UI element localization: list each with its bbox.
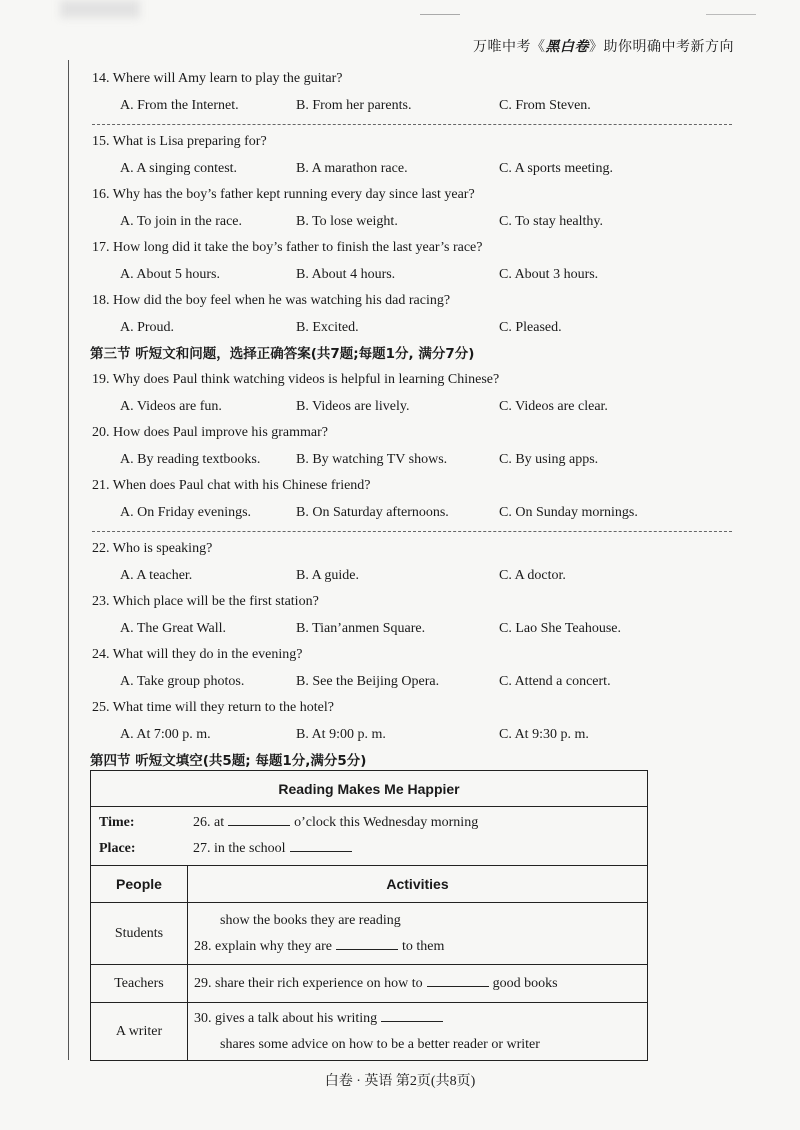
answer-blank-27[interactable] bbox=[290, 837, 352, 852]
scan-mark bbox=[420, 14, 460, 15]
question-text: 19. Why does Paul think watching videos is helpful in learning Chinese? bbox=[92, 372, 500, 387]
margin-line bbox=[68, 60, 69, 1060]
option-b[interactable]: B. Excited. bbox=[296, 320, 359, 335]
question-group-4 bbox=[92, 536, 742, 748]
activities-students bbox=[188, 903, 648, 965]
option-b[interactable]: B. A marathon race. bbox=[296, 161, 408, 176]
dashed-divider bbox=[92, 124, 732, 125]
option-b[interactable]: B. Videos are lively. bbox=[296, 399, 410, 414]
scan-mark bbox=[706, 14, 756, 15]
option-a[interactable]: A. At 7:00 p. m. bbox=[120, 727, 211, 742]
answer-options bbox=[92, 393, 742, 420]
activities-teachers bbox=[188, 965, 648, 1003]
option-c[interactable]: C. Lao She Teahouse. bbox=[499, 621, 622, 636]
option-a[interactable]: A. A singing contest. bbox=[120, 161, 238, 176]
fill-in-table bbox=[90, 770, 648, 1061]
option-a[interactable]: A. To join in the race. bbox=[120, 214, 243, 229]
activity-line-post: to them bbox=[402, 938, 445, 954]
people-teachers: Teachers bbox=[91, 965, 188, 1003]
header-brand: 黑白卷 bbox=[545, 40, 589, 55]
question-text: 20. How does Paul improve his grammar? bbox=[92, 425, 329, 440]
question-text: 25. What time will they return to the hotel? bbox=[92, 700, 334, 715]
option-c[interactable]: C. About 3 hours. bbox=[499, 267, 599, 282]
page-header: 万唯中考《黑白卷》助你明确中考新方向 bbox=[473, 40, 734, 55]
activity-line: 29. share their rich experience on how to bbox=[194, 975, 423, 991]
answer-blank-28[interactable] bbox=[336, 935, 398, 950]
time-text: 26. at bbox=[193, 815, 225, 830]
table-title: Reading Makes Me Happier bbox=[91, 771, 648, 807]
question-group-2 bbox=[92, 129, 742, 341]
option-c[interactable]: C. Attend a concert. bbox=[499, 674, 611, 689]
question-text: 18. How did the boy feel when he was watching his dad racing? bbox=[92, 293, 451, 308]
question-text: 22. Who is speaking? bbox=[92, 541, 213, 556]
option-a[interactable]: A. Videos are fun. bbox=[120, 399, 222, 414]
option-b[interactable]: B. A guide. bbox=[296, 568, 360, 583]
section-3-heading: 第三节 听短文和问题，选择正确答案(共7题;每题1分, 满分7分) bbox=[90, 346, 475, 362]
option-b[interactable]: B. See the Beijing Opera. bbox=[296, 674, 440, 689]
answer-options bbox=[92, 499, 742, 526]
answer-options bbox=[92, 208, 742, 235]
activity-line: 30. gives a talk about his writing bbox=[194, 1010, 378, 1026]
column-header-people: People bbox=[91, 866, 188, 903]
option-c[interactable]: C. A sports meeting. bbox=[499, 161, 613, 176]
activities-writer bbox=[188, 1003, 648, 1061]
option-c[interactable]: C. Pleased. bbox=[499, 320, 562, 335]
place-text: 27. in the school bbox=[193, 841, 286, 856]
time-place-cell bbox=[91, 807, 648, 866]
column-header-activities: Activities bbox=[188, 866, 648, 903]
question-text: 21. When does Paul chat with his Chinese friend? bbox=[92, 478, 371, 493]
answer-options bbox=[92, 314, 742, 341]
question-text: 23. Which place will be the first station? bbox=[92, 594, 319, 609]
answer-options bbox=[92, 615, 742, 642]
answer-options bbox=[92, 446, 742, 473]
question-text: 16. Why has the boy’s father kept running every day since last year? bbox=[92, 187, 475, 202]
option-c[interactable]: C. Videos are clear. bbox=[499, 399, 608, 414]
option-a[interactable]: A. Proud. bbox=[120, 320, 175, 335]
option-a[interactable]: A. From the Internet. bbox=[120, 98, 239, 113]
option-b[interactable]: B. Tian’anmen Square. bbox=[296, 621, 426, 636]
option-a[interactable]: A. By reading textbooks. bbox=[120, 452, 261, 467]
option-a[interactable]: A. The Great Wall. bbox=[120, 621, 227, 636]
option-b[interactable]: B. At 9:00 p. m. bbox=[296, 727, 386, 742]
option-c[interactable]: C. By using apps. bbox=[499, 452, 599, 467]
question-text: 15. What is Lisa preparing for? bbox=[92, 134, 267, 149]
option-c[interactable]: C. From Steven. bbox=[499, 98, 591, 113]
answer-blank-26[interactable] bbox=[228, 811, 290, 826]
activity-line: 28. explain why they are bbox=[194, 938, 333, 954]
answer-blank-29[interactable] bbox=[427, 972, 489, 987]
option-b[interactable]: B. On Saturday afternoons. bbox=[296, 505, 449, 520]
option-c[interactable]: C. To stay healthy. bbox=[499, 214, 604, 229]
questions-area bbox=[92, 66, 742, 774]
option-b[interactable]: B. About 4 hours. bbox=[296, 267, 396, 282]
option-a[interactable]: A. On Friday evenings. bbox=[120, 505, 252, 520]
question-text: 17. How long did it take the boy’s father to finish the last year’s race? bbox=[92, 240, 483, 255]
section-4-heading: 第四节 听短文填空(共5题; 每题1分,满分5分) bbox=[90, 753, 367, 769]
time-text-post: o’clock this Wednesday morning bbox=[294, 815, 479, 830]
question-group-1 bbox=[92, 66, 742, 119]
scan-smudge bbox=[60, 0, 140, 18]
answer-options bbox=[92, 668, 742, 695]
answer-options bbox=[92, 261, 742, 288]
option-a[interactable]: A. Take group photos. bbox=[120, 674, 245, 689]
place-label: Place: bbox=[99, 841, 136, 856]
question-group-3 bbox=[92, 367, 742, 526]
time-label: Time: bbox=[99, 815, 135, 830]
people-writer: A writer bbox=[91, 1003, 188, 1061]
dashed-divider bbox=[92, 531, 732, 532]
people-students: Students bbox=[91, 903, 188, 965]
option-b[interactable]: B. From her parents. bbox=[296, 98, 412, 113]
question-text: 24. What will they do in the evening? bbox=[92, 647, 303, 662]
activity-line: shares some advice on how to be a better reader or writer bbox=[220, 1036, 540, 1052]
option-c[interactable]: C. At 9:30 p. m. bbox=[499, 727, 589, 742]
activity-line-post: good books bbox=[492, 975, 558, 991]
answer-blank-30[interactable] bbox=[381, 1007, 443, 1022]
answer-options bbox=[92, 92, 742, 119]
answer-options bbox=[92, 155, 742, 182]
page-footer: 白卷 · 英语 第2页(共8页) bbox=[324, 1074, 476, 1089]
option-b[interactable]: B. To lose weight. bbox=[296, 214, 398, 229]
question-text: 14. Where will Amy learn to play the guitar? bbox=[92, 71, 343, 86]
option-a[interactable]: A. A teacher. bbox=[120, 568, 193, 583]
activity-line: show the books they are reading bbox=[220, 912, 401, 928]
answer-options bbox=[92, 721, 742, 748]
option-c[interactable]: C. On Sunday mornings. bbox=[499, 505, 638, 520]
answer-options bbox=[92, 562, 742, 589]
option-b[interactable]: B. By watching TV shows. bbox=[296, 452, 448, 467]
option-c[interactable]: C. A doctor. bbox=[499, 568, 566, 583]
option-a[interactable]: A. About 5 hours. bbox=[120, 267, 220, 282]
